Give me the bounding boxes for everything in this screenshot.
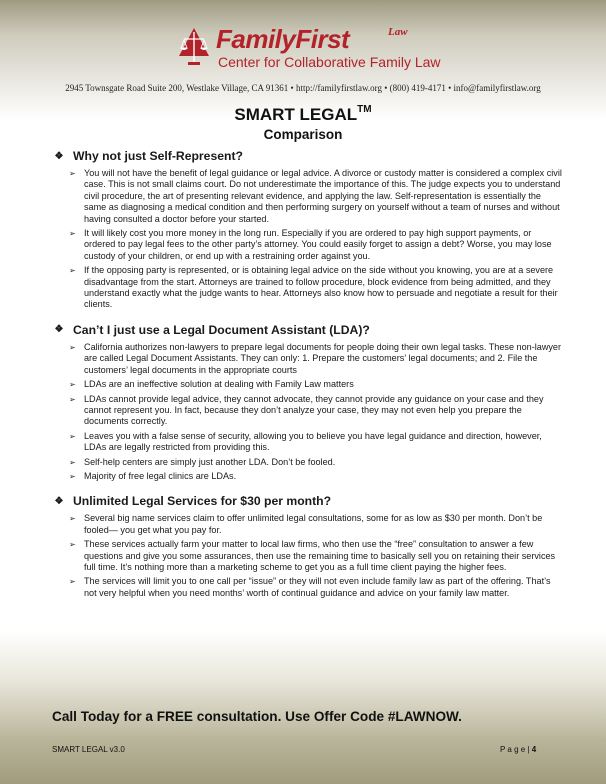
list-item bbox=[69, 539, 562, 573]
call-to-action: Call Today for a FREE consultation. Use Offer Code #LAWNOW. bbox=[52, 709, 462, 724]
list-item bbox=[69, 168, 562, 225]
list-item bbox=[69, 394, 562, 428]
bullet-list bbox=[52, 513, 562, 599]
section-heading bbox=[52, 323, 562, 337]
arrow-bullet-icon: ➢ bbox=[69, 514, 76, 524]
list-item-text: Leaves you with a false sense of security, allowing you to believe you have legal guidance and direction, however, LDAs are legally restricted from providing this. bbox=[84, 430, 542, 453]
diamond-bullet-icon: ❖ bbox=[54, 324, 64, 336]
list-item-text: Majority of free legal clinics are LDAs. bbox=[84, 470, 237, 481]
list-item bbox=[69, 431, 562, 454]
section-heading-text: Unlimited Legal Services for $30 per month? bbox=[73, 494, 332, 509]
section-heading-text: Can’t I just use a Legal Document Assistant (LDA)? bbox=[73, 322, 370, 337]
list-item bbox=[69, 379, 562, 390]
brand-suffix: Law bbox=[388, 26, 408, 38]
brand-tagline: Center for Collaborative Family Law bbox=[218, 54, 441, 70]
document-body bbox=[52, 149, 562, 611]
section-lda bbox=[52, 323, 562, 482]
list-item-text: The services will limit you to one call per “issue” or they will not even include family law as part of the offering. That’s not very helpful when you need months’ worth of continual guidance and advice on your family law matter. bbox=[84, 576, 551, 598]
list-item-text: LDAs cannot provide legal advice, they cannot advocate, they cannot provide any guidance on your case and they cannot represent you. In fact, because they don’t analyze your case, they may not even help you prepare the documents correctly. bbox=[84, 393, 544, 427]
document-title bbox=[0, 105, 606, 125]
list-item bbox=[69, 471, 562, 482]
list-item bbox=[69, 342, 562, 376]
bullet-list bbox=[52, 168, 562, 311]
list-item-text: It will likely cost you more money in the long run. Especially if you are ordered to pay high support payments, or ordered to pay legal fees to the other party’s attorney. You could easily forget to assign a debt? Worse, you may lose custody of your children, or end up with a restraining order against you. bbox=[84, 228, 552, 261]
bullet-list bbox=[52, 342, 562, 482]
arrow-bullet-icon: ➢ bbox=[69, 431, 76, 441]
page-number bbox=[500, 745, 536, 754]
list-item bbox=[69, 513, 562, 536]
arrow-bullet-icon: ➢ bbox=[69, 577, 76, 587]
list-item bbox=[69, 228, 562, 262]
list-item bbox=[69, 576, 562, 599]
list-item-text: California authorizes non-lawyers to prepare legal documents for people doing their own legal tasks. These non-lawyer are called Legal Document Assistants. They can only: 1. Prepare the customers’ legal documents; and 2. File the customers’ legal documents in the appropriate courts bbox=[84, 341, 562, 375]
section-heading bbox=[52, 149, 562, 163]
list-item-text: If the opposing party is represented, or is obtaining legal advice on the side without you knowing, you are at a severe disadvantage from the start. Attorneys are trained to follow procedure, block evidence from being admitted, and they understand exactly what the judge wants to hear. Attorneys also know how to persuade and negotiate a result for their clients. bbox=[84, 265, 558, 310]
arrow-bullet-icon: ➢ bbox=[69, 380, 76, 390]
document-subtitle: Comparison bbox=[263, 127, 343, 142]
list-item-text: LDAs are an ineffective solution at dealing with Family Law matters bbox=[84, 379, 354, 390]
arrow-bullet-icon: ➢ bbox=[69, 229, 76, 239]
arrow-bullet-icon: ➢ bbox=[69, 457, 76, 467]
arrow-bullet-icon: ➢ bbox=[69, 471, 76, 481]
arrow-bullet-icon: ➢ bbox=[69, 266, 76, 276]
list-item-text: You will not have the benefit of legal guidance or legal advice. A divorce or custody matter is considered a complex civil case. This is not small claims court. Do not underestimate the importance of this. The judge expects you to understand civil procedure, the art of presenting relevant evidence, and applying the law. Self-representation is essentially the same as diagnosing a medical condition and then performing surgery on yourself without a team of nurses and without having consulted a doctor before your started. bbox=[84, 168, 562, 224]
firm-logo bbox=[176, 24, 446, 74]
arrow-bullet-icon: ➢ bbox=[69, 169, 76, 178]
page-label: P a g e | bbox=[500, 745, 530, 754]
page-number-value: 4 bbox=[531, 745, 537, 754]
section-heading-text: Why not just Self-Represent? bbox=[73, 149, 243, 163]
list-item bbox=[69, 457, 562, 468]
contact-line: 2945 Townsgate Road Suite 200, Westlake Village, CA 91361 • http://familyfirstlaw.org • (800) 419-4171 • info@familyfirstlaw.org bbox=[65, 83, 541, 93]
footer-version: SMART LEGAL v3.0 bbox=[52, 745, 125, 754]
list-item bbox=[69, 265, 562, 311]
section-heading bbox=[52, 494, 562, 508]
list-item-text: Several big name services claim to offer unlimited legal consultations, some for as low as $30 per month. Don’t be fooled— you get what you pay for. bbox=[84, 513, 543, 535]
arrow-bullet-icon: ➢ bbox=[69, 394, 76, 404]
brand-name: FamilyFirst bbox=[216, 24, 350, 54]
arrow-bullet-icon: ➢ bbox=[69, 540, 76, 550]
letterhead bbox=[0, 0, 606, 100]
section-unlimited-services bbox=[52, 494, 562, 599]
title-text: SMART LEGAL bbox=[234, 105, 358, 124]
diamond-bullet-icon: ❖ bbox=[54, 150, 64, 162]
diamond-bullet-icon: ❖ bbox=[54, 495, 64, 507]
section-self-represent bbox=[52, 149, 562, 311]
trademark-mark: TM bbox=[357, 104, 372, 115]
list-item-text: Self-help centers are simply just another LDA. Don’t be fooled. bbox=[84, 456, 336, 467]
scales-of-justice-icon bbox=[176, 26, 212, 70]
list-item-text: These services actually farm your matter to local law firms, who then use the “free” consultation to answer a few questions and give you some assurances, then use the remaining time to basically sell you on retaining their services full time. It’s nothing more than a marketing scheme to get you as a full time client paying the higher fees. bbox=[84, 539, 556, 572]
arrow-bullet-icon: ➢ bbox=[69, 342, 76, 352]
